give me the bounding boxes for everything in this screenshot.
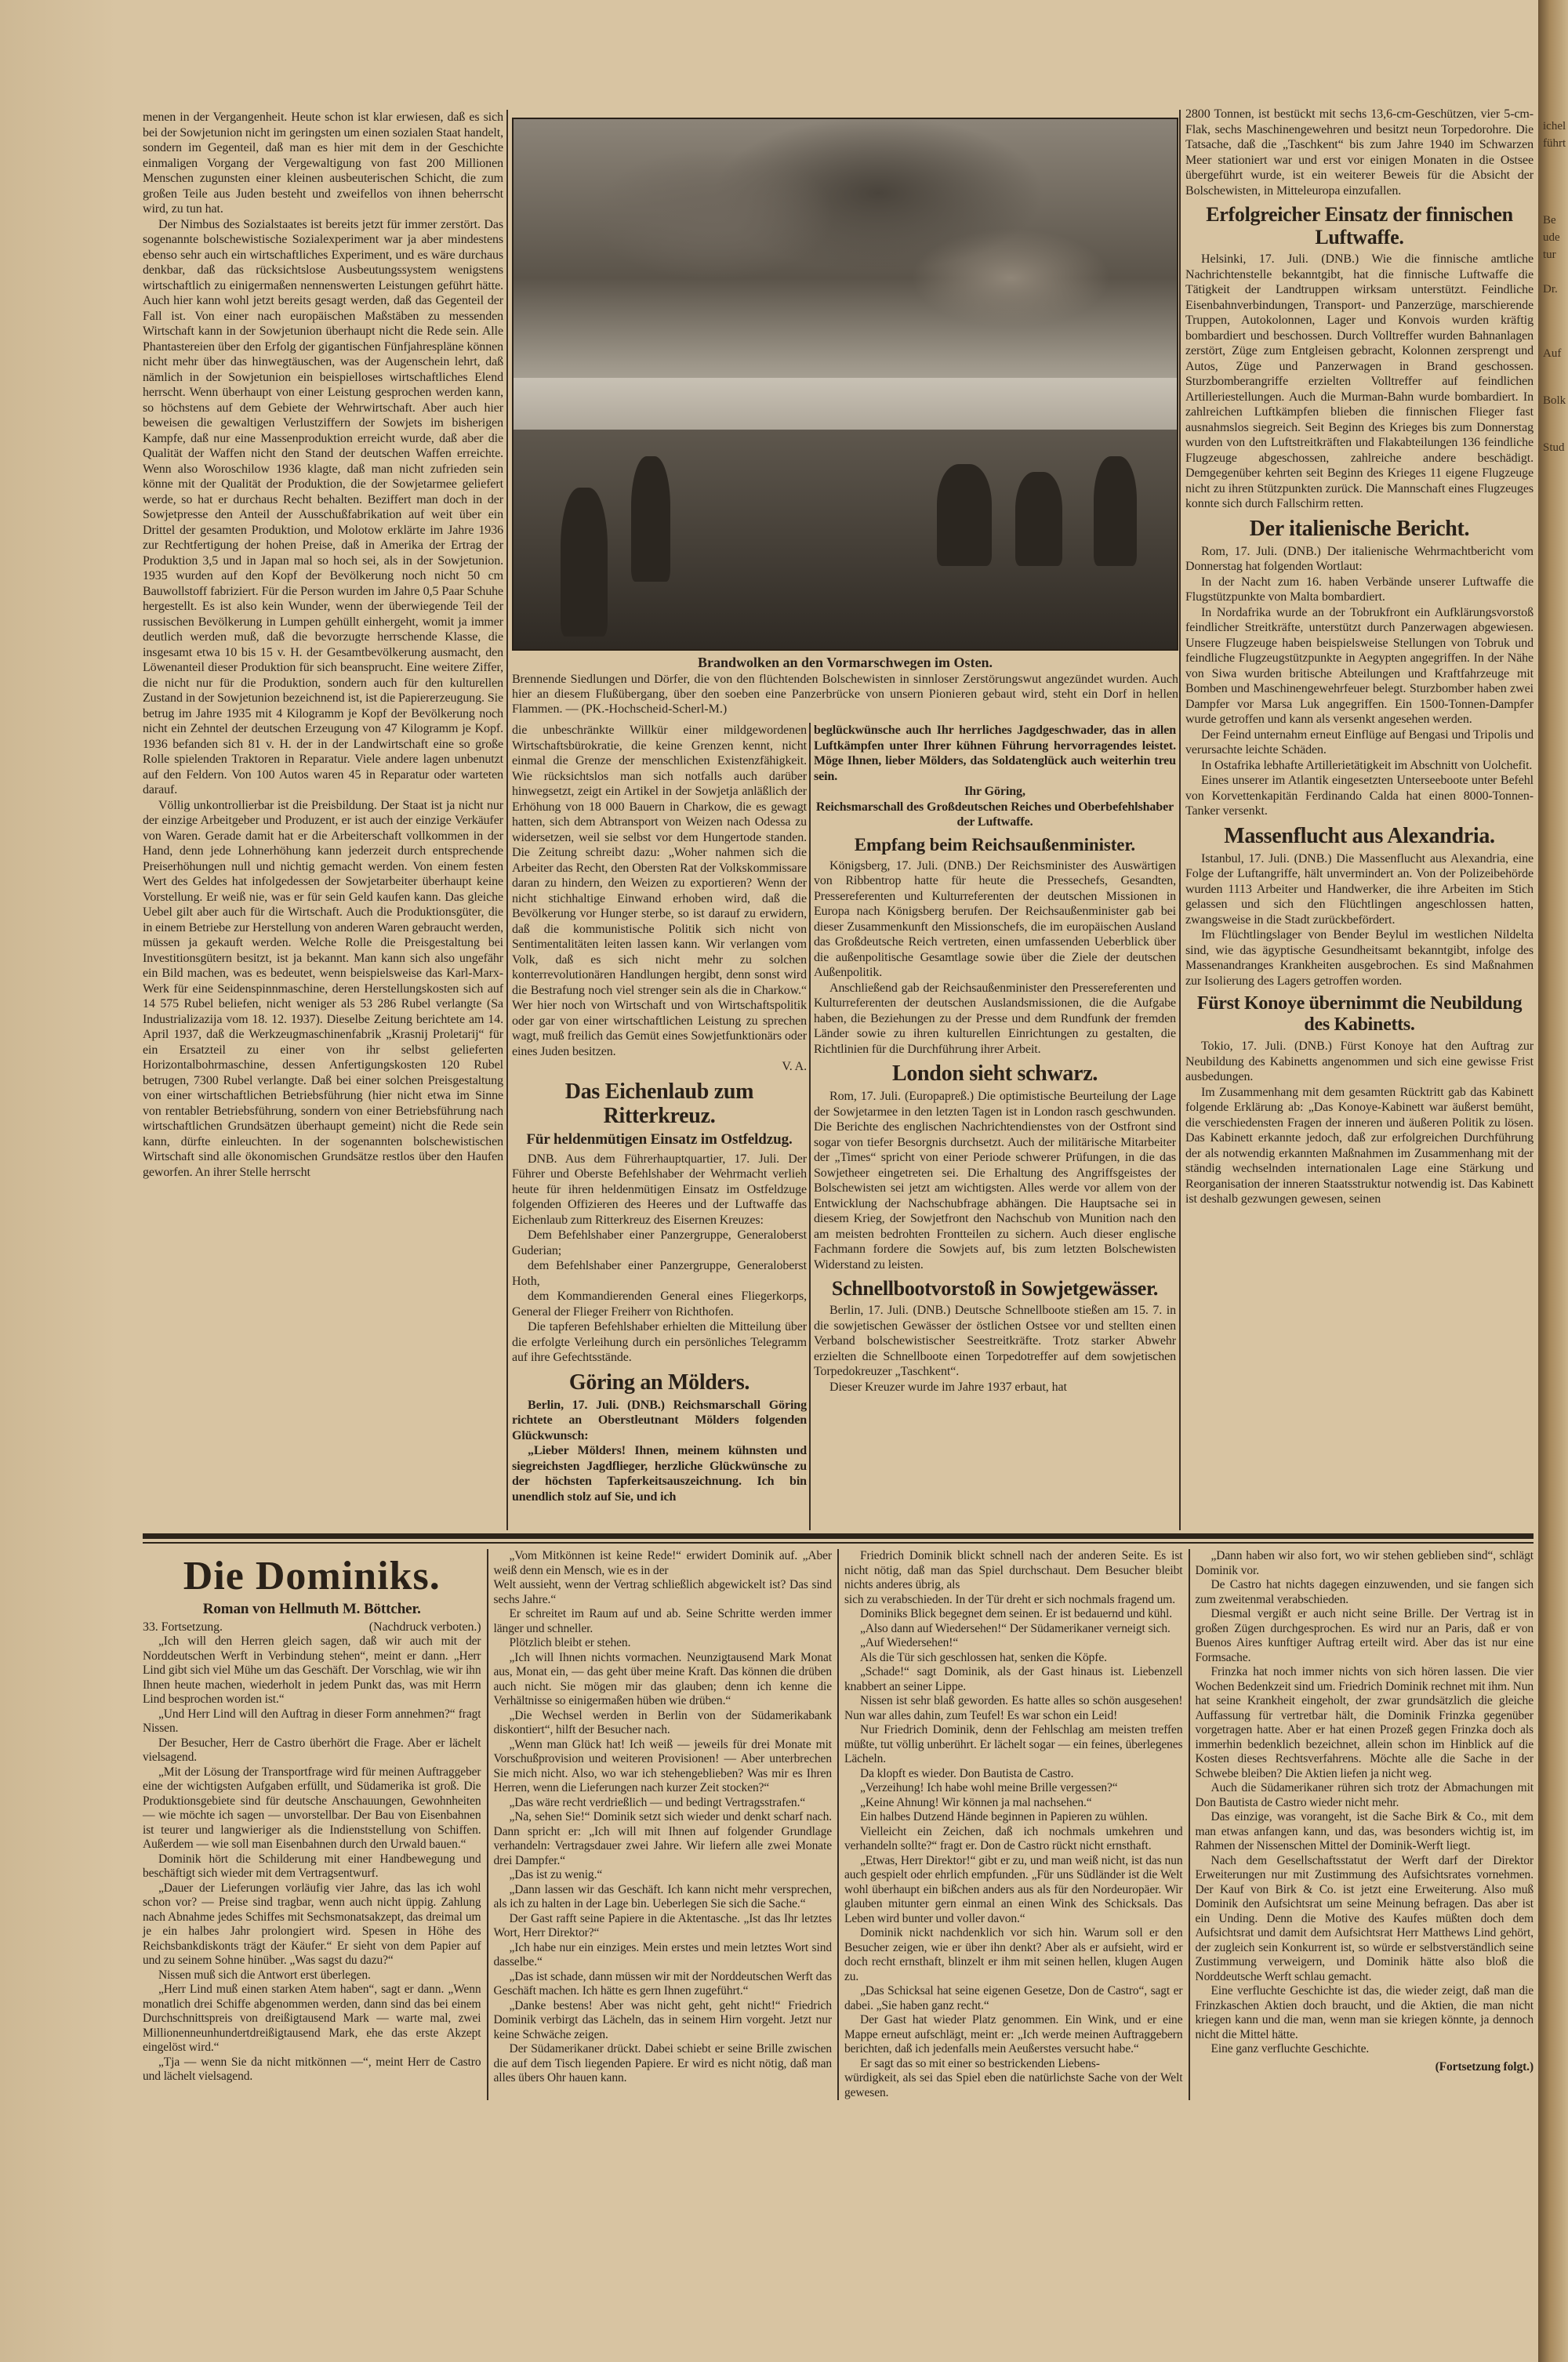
- middle-left-column: [512, 723, 807, 1504]
- serial-paragraph: „Herr Lind muß einen starken Atem haben“, sagt er dann. „Wenn monatlich drei Schiffe abgenommen werden, dann sind das bei einem Durchschnittspreis von dreißigtausend Mark — warte mal, zwei Millionenneunhundertdreißigtausend Mark, ehe das erste Akzept eingelöst wird.“: [143, 1983, 481, 2054]
- serial-paragraph: „Das wäre recht verdrießlich — und bedingt Vertragsstrafen.“: [509, 1795, 806, 1809]
- serial-paragraph: „Das ist schade, dann müssen wir mit der Norddeutschen Werft das Geschäft machen. Ich hätte es gern Ihnen zugeführt.“: [493, 1969, 832, 1997]
- to-be-continued: (Fortsetzung folgt.): [1435, 2059, 1534, 2074]
- serial-paragraph: „Etwas, Herr Direktor!“ gibt er zu, und man weiß nicht, ist das nun auch gespielt oder ehrlich empfunden. „Für uns Südländer ist die Welt wohl überhaupt ein bißchen anders aus als für den Nordeuropäer. Wir glauben mitunter gern einmal an einen Wink des Schicksals. Das Leben wird bunter und voller davon.“: [844, 1853, 1183, 1925]
- serial-paragraph: Nur Friedrich Dominik, denn der Fehlschlag am meisten treffen müßte, tut völlig unberührt. Er lächelt sogar — ein feines, überlegenes Lächeln.: [844, 1723, 1183, 1765]
- serial-paragraph: Dominiks Blick begegnet dem seinen. Er ist bedauernd und kühl.: [860, 1607, 1173, 1620]
- column-divider: [506, 110, 508, 1530]
- section-rule: [143, 1533, 1534, 1539]
- serial-paragraph: De Castro hat nichts dagegen einzuwenden, und sie fangen sich zum zweitenmal verabschieden.: [1195, 1578, 1534, 1606]
- serial-paragraph: Dominik hört die Schilderung mit einer Handbewegung und beschäftigt sich wieder mit dem Vertragsentwurf.: [143, 1852, 481, 1880]
- paragraph: dem Befehlshaber einer Panzergruppe, Generaloberst Hoth,: [512, 1259, 807, 1288]
- headline-konoye: Fürst Konoye übernimmt die Neubildung des Kabinetts.: [1196, 993, 1523, 1035]
- paragraph: In der Nacht zum 16. haben Verbände unserer Luftwaffe die Flugstützpunkte von Malta bombardiert.: [1185, 575, 1534, 604]
- paragraph: Istanbul, 17. Juli. (DNB.) Die Massenflucht aus Alexandria, eine Folge der Luftangriffe, hält unvermindert an. Von der Polizeibehörde wurden 1113 Arbeiter und Handwerker, die ihre Arbeiten im Stich gelassen und sich den Flüchtlingen angeschlossen hatten, zwangsweise in die Stadt zurückbefördert.: [1185, 851, 1534, 927]
- next-page-fragment: tur: [1543, 249, 1556, 261]
- serial-paragraph: Dominik nickt nachdenklich vor sich hin. Warum soll er den Besucher zeigen, wie er über ihn denkt? Aber als er aufsieht, wird er doch recht ernsthaft, blinzelt er ihm mit seinen hellen, klugen Augen zu.: [844, 1926, 1183, 1983]
- serial-paragraph: „Dann lassen wir das Geschäft. Ich kann nicht mehr versprechen, als ich zu halten in der Lage bin. Ueberlegen Sie sich die Sache.“: [493, 1882, 832, 1910]
- right-column: [1185, 107, 1534, 1207]
- serial-paragraph: „Und Herr Lind will den Auftrag in dieser Form annehmen?“ fragt Nissen.: [143, 1707, 481, 1735]
- serial-paragraph: Das einzige, was vorangeht, ist die Sache Birk & Co., mit dem man etwas anfangen kann, und das, was besonders wichtig ist, im Rahmen der Nissenschen Mittel der Dominik-Werft liegt.: [1195, 1810, 1534, 1852]
- paragraph: Anschließend gab der Reichsaußenminister den Pressereferenten und Kulturreferenten der deutschen Auslandsmissionen, die die Aufgabe haben, die Beziehungen zu der Presse und dem Rundfunk der fremden Länder sowie zu ihren kulturellen Einrichtungen zu gestalten, die Richtlinien für die Durchführung ihrer Arbeit.: [814, 981, 1176, 1056]
- serial-paragraph: Nissen ist sehr blaß geworden. Es hatte alles so schön ausgesehen! Nun war alles dahin, zum Teufel! Es war schon ein Leid!: [844, 1694, 1183, 1722]
- column-divider: [809, 723, 811, 1530]
- signature-title: Reichsmarschall des Großdeutschen Reiches und Oberbefehlshaber der Luftwaffe.: [815, 800, 1174, 829]
- serial-paragraph: „Tja — wenn Sie da nicht mitkönnen —“, meint Herr de Castro und lächelt vielsagend.: [143, 2055, 481, 2083]
- serial-paragraph: „Dann haben wir also fort, wo wir stehen geblieben sind“, schlägt Dominik vor.: [1195, 1549, 1534, 1577]
- next-page-edge: [1538, 0, 1568, 2362]
- serial-paragraph: sich zu verabschieden. In der Tür dreht er sich nochmals fragend um.: [844, 1592, 1176, 1606]
- serial-paragraph: „Schade!“ sagt Dominik, als der Gast hinaus ist. Liebenzell knabbert an seiner Lippe.: [844, 1665, 1183, 1693]
- serial-paragraph: Er schreitet im Raum auf und ab. Seine Schritte werden immer länger und schneller.: [493, 1607, 832, 1635]
- serial-paragraph: „Mit der Lösung der Transportfrage wird für meinen Auftraggeber eine der wichtigsten Aufgaben erfüllt, und Südamerika ist groß. Die Produktionsgebiete sind für deutsche Anschauungen, Gewohnheiten — wie möchte ich sagen — unvorstellbar. Der Bau von Eisenbahnen ist teurer und langwieriger als die Indienststellung von Schiffen. Außerdem — wie soll man Eisenbahnen durch den Urwald bauen.“: [143, 1765, 481, 1851]
- news-photo-burning-village: [512, 118, 1178, 651]
- serial-paragraph: „Danke bestens! Aber was nicht geht, geht nicht!“ Friedrich Dominik verbirgt das Lächeln, das in seinem Hirn vorgeht. Jetzt nur keine Schwäche zeigen.: [493, 1998, 832, 2041]
- serial-paragraph: „Na, sehen Sie!“ Dominik setzt sich wieder und denkt scharf nach. Dann spricht er: „Ich will mit Ihnen auf folgender Grundlage verhandeln: Vertragsdauer zwei Jahre. Wir liefern alle zwei Monate drei Dampfer.“: [493, 1810, 832, 1867]
- headline-alexandria: Massenflucht aus Alexandria.: [1224, 823, 1495, 848]
- serial-paragraph: Diesmal vergißt er auch nicht seine Brille. Der Vertrag ist in großen Zügen durchgesprochen. Es wird nur an Paris, daß er von Buenos Aires kunftiger Auftrag erteilt wird. Aber das ist nur eine Formsache.: [1195, 1607, 1534, 1664]
- paragraph: 2800 Tonnen, ist bestückt mit sechs 13,6-cm-Geschützen, vier 5-cm-Flak, sechs Maschinengewehren und besitzt neun Torpedorohre. Die Tatsache, daß die „Taschkent“ bis zum Jahre 1940 im Schwarzen Meer stationiert war und erst vor einigen Monaten in die Ostsee übergeführt wurde, ist ein weiterer Beweis für die Absicht der Bolschewisten, in Mitteleuropa einzufallen.: [1185, 107, 1534, 198]
- headline-goering-moelders: Göring an Mölders.: [568, 1370, 750, 1395]
- paragraph: Im Flüchtlingslager von Bender Beylul im westlichen Nildelta sind, wie das ägyptische Gesundheitsamt bekanntgibt, infolge des Massenandranges Krankheiten ausgebrochen. Es sind Maßnahmen zur Isolierung des Lagers getroffen worden.: [1185, 928, 1534, 988]
- headline-empfang: Empfang beim Reichsaußenminister.: [854, 834, 1136, 854]
- paragraph: Dieser Kreuzer wurde im Jahre 1937 erbaut, hat: [829, 1380, 1067, 1394]
- paragraph: Berlin, 17. Juli. (DNB.) Reichsmarschall Göring richtete an Oberstleutnant Mölders folgenden Glückwunsch:: [512, 1398, 807, 1442]
- paragraph: Im Zusammenhang mit dem gesamten Rücktritt gab das Kabinett folgende Erklärung ab: „Das Konoye-Kabinett war äußerst bemüht, die verschiedensten Fragen der inneren und äußeren Politik zu lösen. Das Kabinett erkannte jedoch, daß zur erfolgreichen Durchführung der als notwendig erkannten Maßnahmen im Zusammenhang mit der ständig wechselnden internationalen Lage eine Stärkung und Reorganisation der inneren Staatsstruktur notwendig ist. Das Kabinett ist deshalb gezwungen gewesen, seinen: [1185, 1085, 1534, 1206]
- serial-paragraph: Frinzka hat noch immer nichts von sich hören lassen. Die vier Wochen Bedenkzeit sind um. Friedrich Dominik rechnet mit ihm. Nun hat seine Krankheit eingeholt, der zwar grundsätzlich die gleiche Auffassung für vertretbar hält, die Dominik Frinzka gegenüber vorgetragen hatte. Aber er hat einen Prozeß gegen Frinzka doch als immerhin bedenklich bezeichnet, allein schon im Hinblick auf die Kosten dieses Rechtsverfahrens. Möchte alle die Sache in der Schwebe bleiben? Die Aktien liefen ja nicht weg.: [1195, 1665, 1534, 1780]
- serial-paragraph: Der Südamerikaner drückt. Dabei schiebt er seine Brille zwischen die auf dem Tisch liegenden Papiere. Er wird es nicht nötig, daß man alles übers Ohr hauen kann.: [493, 2042, 832, 2084]
- serial-paragraph: „Also dann auf Wiedersehen!“ Der Südamerikaner verneigt sich.: [860, 1621, 1171, 1635]
- serial-novel: [143, 1549, 1534, 2100]
- next-page-fragment: Bolk: [1543, 394, 1566, 407]
- paragraph: In Ostafrika lebhafte Artillerietätigkeit im Abschnitt von Uolchefit.: [1201, 758, 1533, 772]
- serial-paragraph: Der Gast hat wieder Platz genommen. Ein Wink, und er eine Mappe erneut aufschlägt, meint er: „Ich werde meinen Auftraggebern berichten, daß ich jedenfalls mein Aeußerstes versucht habe.“: [844, 2013, 1183, 2055]
- serial-paragraph: Als die Tür sich geschlossen hat, senken die Köpfe.: [860, 1650, 1107, 1664]
- serial-paragraph: Welt aussieht, wenn der Vertrag schließlich abgewickelt ist? Das sind sechs Jahre.“: [493, 1578, 832, 1606]
- signature: Ihr Göring,: [964, 785, 1025, 798]
- serial-paragraph: „Auf Wiedersehen!“: [860, 1636, 959, 1649]
- section-rule-thin: [143, 1542, 1534, 1544]
- paragraph: Dem Befehlshaber einer Panzergruppe, Generaloberst Guderian;: [512, 1228, 807, 1257]
- serial-paragraph: Vielleicht ein Zeichen, daß ich nochmals umkehren und verhandeln sollte?“ fragt er. Don de Castro rückt nicht ernsthaft.: [844, 1824, 1183, 1852]
- serial-paragraph: „Dauer der Lieferungen vorläufig vier Jahre, das las ich wohl schon vor? — Preise sind tragbar, wenn auch nicht üppig. Zahlung nach Abnahme jedes Schiffes mit Sechsmonatsakzept, das dreimal um je ein halbes Jahr prolongiert wird. Spesen in Höhe des Reichsbankdiskonts trägt der Käufer.“ Er sieht von dem Papier auf und zu seinem Sohne hinüber. „Was sagst du dazu?“: [143, 1881, 481, 1967]
- paragraph: Tokio, 17. Juli. (DNB.) Fürst Konoye hat den Auftrag zur Neubildung des Kabinetts angenommen und sich eine gewisse Frist ausbedungen.: [1185, 1039, 1534, 1083]
- reprint-notice: (Nachdruck verboten.): [368, 1620, 481, 1634]
- next-page-fragment: ude: [1543, 231, 1560, 244]
- next-page-fragment: führt: [1543, 137, 1566, 150]
- paragraph: DNB. Aus dem Führerhauptquartier, 17. Juli. Der Führer und Oberste Befehlshaber der Wehrmacht verlieh heute für ihren heldenmütigen Einsatz im Ostfeldzuge folgenden Offizieren des Heeres und der Luftwaffe das Eichenlaub zum Ritterkreuz des Eisernen Kreuzes:: [512, 1152, 807, 1227]
- serial-paragraph: „Vom Mitkönnen ist keine Rede!“ erwidert Dominik auf. „Aber weiß denn ein Mensch, wie es in der: [493, 1549, 832, 1577]
- photo-caption: Brennende Siedlungen und Dörfer, die von den flüchtenden Bolschewisten in sinnloser Zerstörungswut angezündet wurden. Auch hier an diesem Flußübergang, über den soeben eine Panzerbrücke von unsern Pionieren gebaut wird, steht ein Dorf in hellen Flammen. — (PK.-Hochscheid-Scherl-M.): [512, 673, 1178, 716]
- serial-paragraph: Nissen muß sich die Antwort erst überlegen.: [158, 1968, 371, 1982]
- article-soviet-economy: [143, 110, 503, 1180]
- serial-paragraph: Eine ganz verfluchte Geschichte.: [1210, 2042, 1370, 2055]
- column-divider: [1179, 110, 1181, 1530]
- serial-paragraph: Ein halbes Dutzend Hände beginnen in Papieren zu wühlen.: [860, 1810, 1148, 1823]
- serial-paragraph: Eine verfluchte Geschichte ist das, die wieder zeigt, daß man die Frinzkaschen Aktien doch braucht, und die Aktien, die man nicht kriegen kann und die man, wenn man sie kriegen könnte, ja dennoch nicht die Mittel hätte.: [1195, 1984, 1534, 2041]
- serial-paragraph: „Wenn man Glück hat! Ich weiß — jeweils für drei Monate mit Vorschußprovision und weiteren Provisionen! — Aber unterbrechen Sie mich nicht. Also, wo war ich stehengeblieben? Was mir es Ihren Herren, wenn die Lieferungen nach kurzer Zeit stocken?“: [493, 1737, 832, 1794]
- paragraph: Die tapferen Befehlshaber erhielten die Mitteilung über die erfolgte Verleihung durch ein persönliches Telegramm auf ihre Gefechtsstände.: [512, 1320, 807, 1364]
- next-page-fragment: Auf: [1543, 347, 1562, 360]
- headline-schnellboot: Schnellbootvorstoß in Sowjetgewässer.: [831, 1277, 1159, 1300]
- serial-subtitle: Roman von Hellmuth M. Böttcher.: [202, 1601, 421, 1617]
- serial-paragraph: Nach dem Gesellschaftsstatut der Werft darf der Direktor Erweiterungen nur mit Zustimmung des Aufsichtsrates vornehmen. Der Kauf von Birk & Co. ist jetzt eine Erweiterung. Also muß Dominik den Aufsichtsrat um seine Meinung befragen. Das aber ist ein Unding. Denn die Motive des Kaufes müßten doch dem Aufsichtsrat und damit dem Aufsichtsrat Herr Matthews Lind gehört, der zugleich sein Konkurrent ist, so würde er selbstverständlich seine Zustimmung verweigern, und Dominik hätte also bloß die Norddeutsche Werft schlau gemacht.: [1195, 1853, 1534, 1983]
- paragraph: Königsberg, 17. Juli. (DNB.) Der Reichsminister des Auswärtigen von Ribbentrop hatte für heute die Pressechefs, Gesandten, Pressereferenten und Kulturreferenten der deutschen Missionen in Europa nach Königsberg berufen. Der Reichsaußenminister gab bei dieser Zusammenkunft den Missionschefs, die im europäischen Ausland das Großdeutsche Reich vertreten, einen umfassenden Ueberblick über die außenpolitische Gesamtlage sowie über die Ziele der deutschen Außenpolitik.: [814, 858, 1176, 979]
- serial-title: Die Dominiks.: [183, 1554, 441, 1598]
- serial-paragraph: „Ich habe nur ein einziges. Mein erstes und mein letztes Wort sind dasselbe.“: [493, 1940, 832, 1968]
- paragraph: „Lieber Mölders! Ihnen, meinem kühnsten und siegreichsten Jagdflieger, herzliche Glückwünsche zu der höchsten Tapferkeitsauszeichnung. Ich bin unendlich stolz auf Sie, und ich: [512, 1444, 807, 1504]
- serial-paragraph: „Keine Ahnung! Wir können ja mal nachsehen.“: [860, 1795, 1092, 1809]
- paragraph: Der Feind unternahm erneut Einflüge auf Bengasi und Tripolis und verursachte leichte Schäden.: [1185, 727, 1534, 756]
- serial-paragraph: Friedrich Dominik blickt schnell nach der anderen Seite. Es ist nicht nötig, daß man das Spiel durchschaut. Dem Besucher bleibt nichts anderes übrig, als: [844, 1549, 1183, 1591]
- serial-part: [844, 1593, 1183, 2072]
- paragraph: Rom, 17. Juli. (Europapreß.) Die optimistische Beurteilung der Lage der Sowjetarmee in den letzten Tagen ist in London rasch geschwunden. Die Berichte des englischen Nachrichtendienstes von der Ostfront sind sogar von tiefer Besorgnis durchsetzt. Auch der militärische Mitarbeiter der „Times“ spricht von einer Periode schwerer Prüfungen, in die das Sowjetheer eingetreten sei. Die Erhaltung des Angriffsgeistes der Bolschewisten sei jetzt am wichtigsten. Alles werde vor allem von der Entwicklung der Nachschubfrage abhängen. Die Hauptsache sei in diesem Krieg, der Sowjetfront den Nachschub von Munition nach den am meisten bedrohten Frontteilen zu sichern. Auch dieser englische Fachmann fordere die Sowjets auf, bis zum letzten Bolschewisten Widerstand zu leisten.: [814, 1090, 1176, 1272]
- paragraph: beglückwünsche auch Ihr herrliches Jagdgeschwader, das in allen Luftkämpfen unter Ihrer kühnen Führung hervorragendes leistet. Möge Ihnen, lieber Mölders, das Soldatenglück auch weiterhin treu sein.: [814, 724, 1176, 783]
- serial-paragraph: Auch die Südamerikaner rühren sich trotz der Abmachungen mit Don Bautista de Castro wieder nicht mehr.: [1195, 1781, 1534, 1809]
- paragraph: Der Nimbus des Sozialstaates ist bereits jetzt für immer zerstört. Das sogenannte bolschewistische Sozialexperiment war ja aber mindestens ebenso sehr auch ein wirtschaftliches Experiment, und es wäre durchaus denkbar, daß das rücksichtslose Ausbeutungssystem wenigstens wirtschaftlich zu einigermaßen nennenswerten Leistungen geführt hätte. Auch hier kann wohl jetzt bereits gesagt werden, daß das Gegenteil der Fall ist. Von einer nach europäischen Maßstäben zu messenden Wirtschaft kann in der Sowjetunion überhaupt nicht die Rede sein. Alle Phantastereien über den Erfolg der gigantischen Fünfjahrespläne können nicht mehr über das hinwegtäuschen, was der Augenschein lehrt, daß nämlich in der Sowjetunion ein beispielloses wirtschaftliches Elend herrscht. Wenn überhaupt von einer Leistung gesprochen werden kann, so höchstens auf dem Gebiete der Wehrwirtschaft. Aber auch hier beweisen die gewaltigen Verlustziffern der Sowjets im bisherigen Kampfe, daß nur eine Massenproduktion erreicht wurde, daß aber die Qualität der Waffen nicht den Stand der deutschen Waffen erreichte. Wenn also Woroschilow 1936 klagte, daß man nicht zufrieden sein könne mit der Qualität der Produktion, die der Sowjetarmee geliefert werde, so hat er durchaus Recht behalten. Beziffert man doch in der Sowjetpresse den Anteil der Ausschußfabrikation auf weit über ein Drittel der gesamten Produktion, und Molotow erklärte im Jahre 1936 zur Rechtfertigung der hohen Preise, daß in Amerika der Ertrag der Produktion 3,5 und in Japan mal so hoch sei, als in der Sowjetunion. 1935 wurden auf den Kopf der Bevölkerung noch nicht 50 cm Bauwollstoff fabriziert. Für die Person wurden im Jahre 0,5 Paar Schuhe hergestellt. Es ist also kein Wunder, wenn der überwiegende Teil der russischen Bevölkerung in Lumpen gehüllt einhergeht, womit ja immer deutlich werden muß, daß die bevorzugte herrschende Klasse, die insgesamt etwa 10 bis 15 v. H. der Gesamtbevölkerung ausmacht, den Löwenanteil dieser Produktion für sich beansprucht. Eine weitere Ziffer, die nicht nur für die Produktion, sondern auch für den kulturellen Zustand in der Sowjetunion bezeichnend ist, ist die Papiererzeugung. Sie betrug im Jahre 1935 mit 4 Kilogramm je Kopf der Bevölkerung noch nicht ein Zehntel der deutschen Erzeugung von 47 Kilogramm je Kopf. 1936 befanden sich 81 v. H. der in der Landwirtschaft eine so große Rolle spielenden Traktoren in Reparatur. Viele andere lagen unbenutzt auf den Feldern. Von 100 Autos waren 45 in Reparatur oder warteten darauf.: [143, 217, 503, 796]
- serial-paragraph: „Das ist zu wenig.“: [509, 1868, 603, 1881]
- paragraph: dem Kommandierenden General eines Fliegerkorps, General der Flieger Freiherr von Richthofen.: [512, 1290, 807, 1319]
- headline-eichenlaub: Das Eichenlaub zum Ritterkreuz.: [564, 1079, 754, 1128]
- next-page-fragment: Dr.: [1543, 283, 1558, 296]
- next-page-fragment: Stud: [1543, 441, 1565, 454]
- serial-paragraph: Da klopft es wieder. Don Bautista de Castro.: [860, 1766, 1074, 1780]
- paragraph: Eines unserer im Atlantik eingesetzten Unterseeboote unter Befehl von Korvettenkapitän Ferdinando Calda hat einen 8000-Tonnen-Tanker versenkt.: [1185, 774, 1534, 818]
- serial-paragraph: „Das Schicksal hat seine eigenen Gesetze, Don de Castro“, sagt er dabei. „Sie haben ganz recht.“: [844, 1984, 1183, 2012]
- serial-paragraph: „Ich will Ihnen nichts vormachen. Neunzigtausend Mark Monat aus, Monat ein, — das geht über meine Kraft. Das können die drüben auch nicht. Sie mögen mir das glauben; denn ich kenne die Verhältnisse so einigermaßen hüben wie drüben.“: [493, 1650, 832, 1707]
- paragraph: Helsinki, 17. Juli. (DNB.) Wie die finnische amtliche Nachrichtenstelle bekanntgibt, hat die finnische Luftwaffe die Tätigkeit der Landtruppen wirksam unterstützt. Feindliche Eisenbahnverbindungen, Transport- und Panzerzüge, marschierende Truppen, Autokolonnen, Lager und Konvois wurden kräftig bombardiert und beschossen. Durch Volltreffer wurden Bahnanlagen zerstört, Züge zum Entgleisen gebracht, Kolonnen zersprengt und Autos, Züge und Panzerwagen in Brand geschossen. Sturzbomberangriffe erzielten Volltreffer auf feindlichen Artilleriestellungen. Auch die Murman-Bahn wurde bombardiert. In zahlreichen Luftkämpfen blieben die finnischen Flieger fast ausnahmslos siegreich. Seit Beginn des Krieges bis zum Donnerstag wurden von den Luftstreitkräften und Flakabteilungen 136 feindliche Flugzeuge abgeschossen, zahlreiche andere beschädigt. Demgegenüber kehrten seit Beginn des Krieges 11 eigene Flugzeuge nicht zu ihren Stützpunkten zurück. Die Mannschaft eines Flugzeuges konnte sich durch Fallschirm retten.: [1185, 252, 1534, 510]
- author-initials: V. A.: [782, 1060, 807, 1073]
- headline-london: London sieht schwarz.: [891, 1061, 1098, 1086]
- photo-title: Brandwolken an den Vormarschwegen im Osten.: [697, 655, 993, 670]
- paragraph: Völlig unkontrollierbar ist die Preisbildung. Der Staat ist ja nicht nur der einzige Arbeitgeber und Produzent, er ist auch der einzige Verkäufer von Waren. Gerade damit hat er die Arbeiterschaft vollkommen in der Hand, denn jede Lohnerhöhung kann jederzeit durch entsprechende Preiserhöhungen null und nichtig gemacht werden. Von einem festen Wert des Geldes hat infolgedessen der Sowjetarbeiter überhaupt keine Vorstellung. Er weiß nie, was er für sein Geld kaufen kann. Das gleiche Uebel gilt aber auch für die Wirtschaft. Auch die Produktionsgüter, die in einem Betriebe zur Herstellung von anderen Waren gebraucht werden, müssen ja gekauft werden. Welche Rolle die Preisgestaltung bei Investitionsgütern besitzt, ist ja bekannt. Man kann sich also ungefähr ein Bild machen, was es bedeutet, wenn beispielsweise das Karl-Marx-Werk für eine Seidenspinnmaschine, deren Herstellungskosten sich auf 14 575 Rubel beliefen, nicht weniger als 53 286 Rubel verlangte (Sa Industrializazija vom 18. 12. 1937). Dieselbe Zeitung berichtete am 14. April 1937, daß die Werkzeugmaschinenfabrik „Krasnij Proletarij“ für ein Ersatzteil zu einer von ihr selbst gelieferten Horizontalbohrmaschine, dessen Anfertigungskosten 120 Rubel betrugen, 7300 Rubel verlangte. Daß bei einer solchen Preisgestaltung von einer wirtschaftlichen Betriebsführung (hier nicht etwa im Sinne von rentabler Betriebsführung, sondern von einer Betriebsführung nach wirtschaftlichen Grundsätzen überhaupt gemeint) nicht die Rede sein kann, dürfte einleuchten. In der sogenannten bolschewistischen Wirtschaft sind alle ökonomischen Grundsätze restlos über den Haufen geworfen. An ihrer Stelle herrscht: [143, 798, 503, 1179]
- serial-paragraph: Der Besucher, Herr de Castro überhört die Frage. Aber er lächelt vielsagend.: [143, 1736, 481, 1764]
- paragraph: die unbeschränkte Willkür einer mildgewordenen Wirtschaftsbürokratie, die keine Grenzen kennt, nicht einmal die Grenze der menschlichen Existenzfähigkeit. Wie rücksichtslos man sich notfalls auch darüber hinwegsetzt, zeigt ein Artikel in der Sowjetja anläßlich der Erhöhung von 18 000 Bauern in Charkow, die es gewagt hatten, sich dem Abtransport von Weizen nach Odessa zu widersetzen, weil sie selbst vor dem Hungertode standen. Die Zeitung schreibt dazu: „Woher nahmen sich die Arbeiter das Recht, den Obersten Rat der Volkskommissare daran zu hindern, den Weizen zu exportieren? Wenn der nicht stichhaltige Einwand erhoben wird, daß die Bevölkerung vor Hunger sterbe, so ist darauf zu erwidern, daß die kommunistische Politik sich nicht von Sentimentalitäten leiten lassen kann. Wir verlangen vom Volk, daß es sich nicht mehr zu solchen konterrevolutionären Handlungen hergibt, denn sonst wird die Bestrafung noch viel strenger sein als die in Charkow.“ Wer hier noch von Wirtschaft und von Wirtschaftspolitik oder gar von einer wirtschaftlichen Leistung zu sprechen wagt, muß freilich das Gemüt eines Sowjetfunktionärs oder eines Juden besitzen.: [512, 724, 807, 1058]
- serial-paragraph: Der Gast rafft seine Papiere in die Aktentasche. „Ist das Ihr letztes Wort, Herr Direktor?“: [493, 1911, 832, 1939]
- serial-paragraph: Plötzlich bleibt er stehen.: [509, 1636, 631, 1649]
- serial-paragraph: würdigkeit, als sei das Spiel eben die natürlichste Sache von der Welt gewesen.: [844, 2071, 1183, 2099]
- paragraph: menen in der Vergangenheit. Heute schon ist klar erwiesen, daß es sich bei der Sowjetunion nicht im geringsten um einen sozialen Staat handelt, sondern im Gegenteil, daß man es hier mit dem in der Geschichte einmaligen Vorgang der Vergewaltigung von fast 200 Millionen Menschen zugunsten einer kleinen ausbeuterischen Schicht, die zum großen Teile aus Juden besteht und zweifellos von ihnen beherrscht wird, zu tun hat.: [143, 111, 503, 216]
- paragraph: Rom, 17. Juli. (DNB.) Der italienische Wehrmachtbericht vom Donnerstag hat folgenden Wortlaut:: [1185, 544, 1534, 573]
- paragraph: Berlin, 17. Juli. (DNB.) Deutsche Schnellboote stießen am 15. 7. in die sowjetischen Gewässer der östlichen Ostsee vor und stellten einen Verband bolschewistischer Seestreitkräfte. Trotz starker Abwehr erzielten die Schnellboote einen Torpedotreffer auf dem sowjetischen Torpedokreuzer „Taschkent“.: [814, 1304, 1176, 1378]
- next-page-fragment: ichel: [1543, 120, 1566, 132]
- paragraph: In Nordafrika wurde an der Tobrukfront ein Aufklärungsvorstoß feindlicher Streitkräfte, unterstützt durch Panzerwagen abgewiesen. Unsere Flugzeuge haben beispielsweise Stellungen von Tobruk und feindliche Flugzeugstützpunkte in Aegypten angegriffen. In der Nähe von Siwa wurden britische Abteilungen und Kraftfahrzeuge mit Bomben und Maschinengewehrfeuer belegt. Sturzbomber haben zwei Dampfer vor Marsa Luk angegriffen. Ein 1500-Tonnen-Dampfer wurde getroffen und kann als versenkt angesehen werden.: [1185, 605, 1534, 726]
- subheadline-eichenlaub: Für heldenmütigen Einsatz im Ostfeldzug.: [526, 1130, 793, 1148]
- page-margin-left: [0, 0, 118, 2362]
- middle-right-column: [814, 723, 1176, 1395]
- installment-number: 33. Fortsetzung.: [143, 1620, 223, 1634]
- serial-paragraph: „Verzeihung! Ich habe wohl meine Brille vergessen?“: [860, 1781, 1118, 1794]
- headline-finnish-airforce: Erfolgreicher Einsatz der finnischen Luftwaffe.: [1206, 203, 1513, 249]
- serial-paragraph: „Die Wechsel werden in Berlin von der Südamerikabank diskontiert“, hilft der Besucher nach.: [493, 1708, 832, 1736]
- next-page-fragment: Be: [1543, 214, 1556, 227]
- serial-paragraph: Er sagt das so mit einer so bestrickenden Liebens-: [860, 2056, 1100, 2070]
- headline-italian-report: Der italienische Bericht.: [1249, 516, 1470, 541]
- serial-paragraph: „Ich will den Herren gleich sagen, daß wir auch mit der Norddeutschen Werft in Verbindung stehen“, meint er dann. „Herr Lind gibt sich viel Mühe um das Geschäft. Der Vorschlag, wie wir ihn Ihnen heute machen, wiederholt in jedem Punkt das, was mit Herrn Lind besprochen worden ist.“: [143, 1635, 481, 1706]
